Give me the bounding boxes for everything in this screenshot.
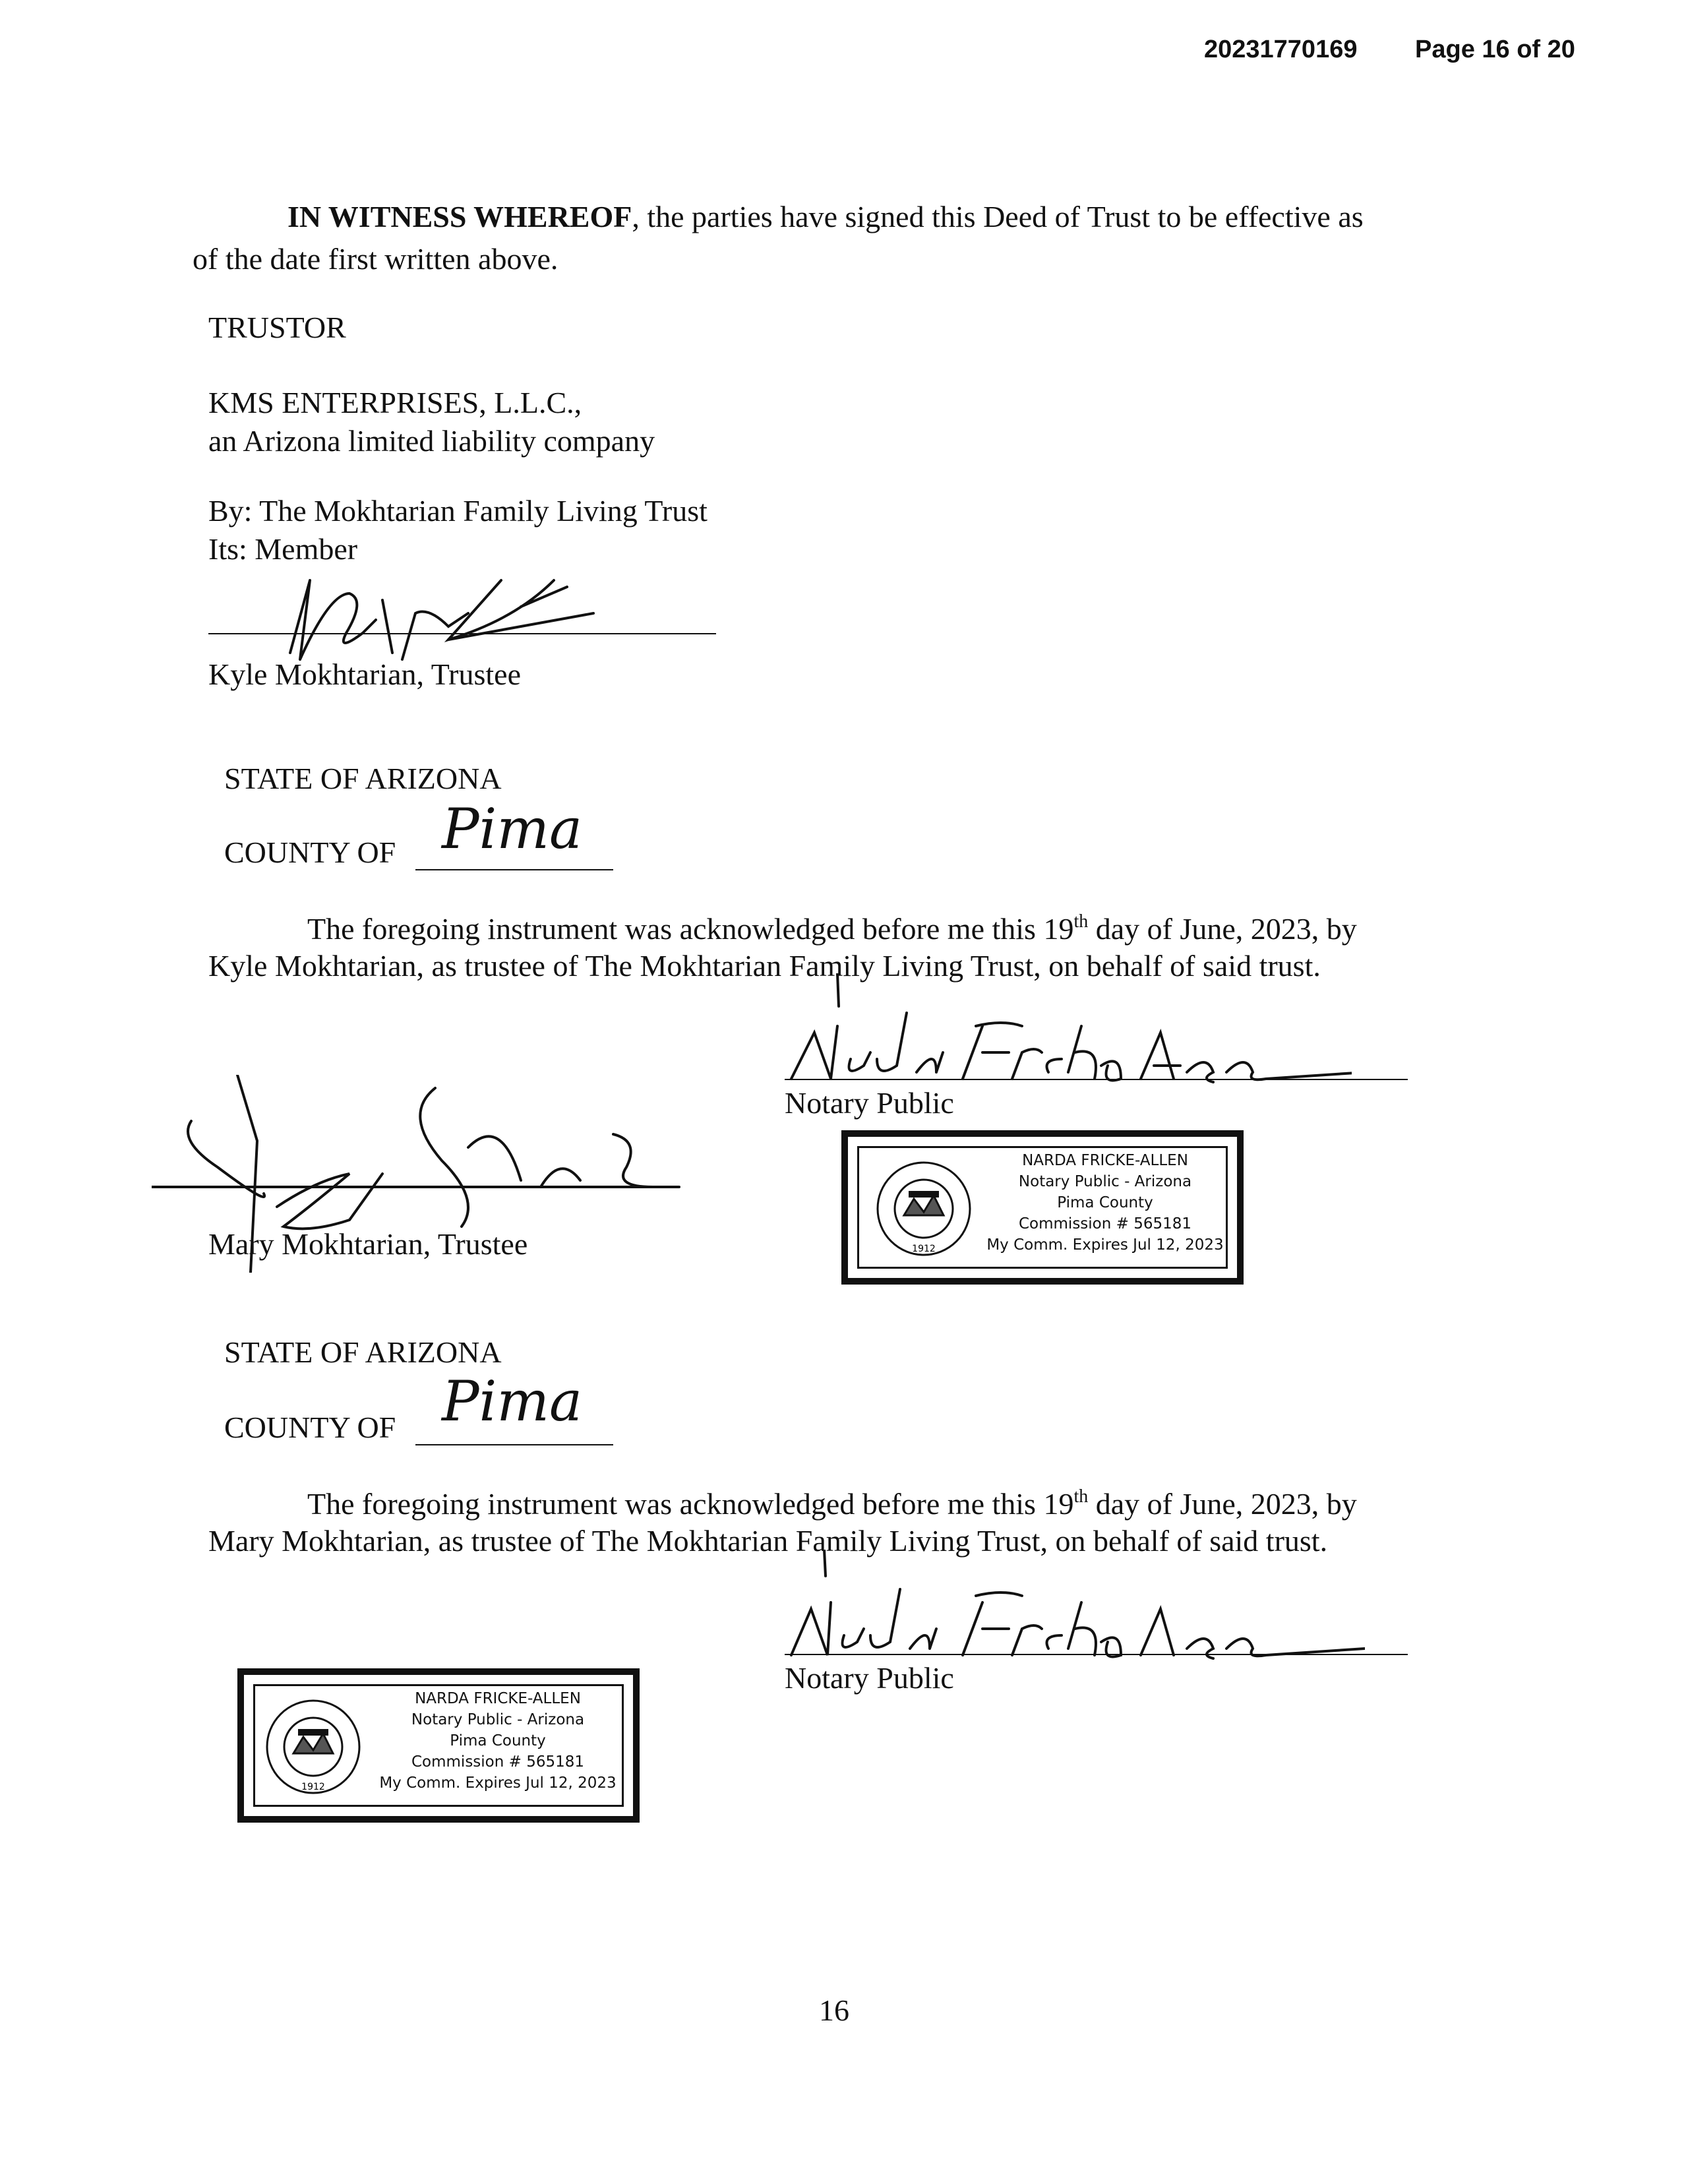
- witness-line1-rest: , the parties have signed this Deed of Trust to be effective as: [632, 200, 1364, 233]
- seal-year-2: 1912: [301, 1782, 325, 1792]
- company-description: an Arizona limited liability company: [208, 424, 655, 458]
- stamp-2-text: [369, 1688, 626, 1794]
- witness-lead: IN WITNESS WHEREOF: [287, 200, 632, 233]
- document-number: 20231770169: [1204, 36, 1358, 63]
- ack2-line1-b: day of June, 2023, by: [1088, 1487, 1357, 1521]
- ack1-line-1: [307, 911, 1357, 946]
- ack1-county-label: COUNTY OF: [224, 835, 396, 869]
- stamp-2-title: Notary Public - Arizona: [411, 1711, 585, 1728]
- ack1-county-value: Pima: [442, 797, 583, 861]
- ack2-line-2: Mary Mokhtarian, as trustee of The Mokhtarian Family Living Trust, on behalf of said trust.: [208, 1524, 1328, 1558]
- trustor-label: TRUSTOR: [208, 311, 346, 344]
- witness-line-2: of the date first written above.: [193, 242, 558, 276]
- ack1-line-2: Kyle Mokhtarian, as trustee of The Mokhtarian Family Living Trust, on behalf of said trust.: [208, 949, 1321, 983]
- company-name: KMS ENTERPRISES, L.L.C.,: [208, 386, 582, 419]
- kyle-signature-line: [208, 633, 716, 634]
- notary-stamp-1: [841, 1130, 1244, 1285]
- ack2-ordinal: th: [1073, 1486, 1089, 1507]
- stamp-1-name: NARDA FRICKE-ALLEN: [1022, 1152, 1188, 1169]
- notary-line-2: [785, 1654, 1408, 1655]
- stamp-1-commission: Commission # 565181: [1018, 1215, 1192, 1232]
- stamp-2-name: NARDA FRICKE-ALLEN: [415, 1690, 581, 1707]
- ack2-state: STATE OF ARIZONA: [224, 1335, 502, 1369]
- stamp-2-commission: Commission # 565181: [411, 1753, 585, 1771]
- ack2-county-line: [415, 1444, 613, 1445]
- page-indicator: Page 16 of 20: [1415, 36, 1575, 63]
- notary-line-1: [785, 1079, 1408, 1080]
- ack2-county-label: COUNTY OF: [224, 1410, 396, 1444]
- ack2-line-1: [307, 1486, 1357, 1521]
- stamp-1-county: Pima County: [1057, 1194, 1153, 1211]
- notary-label-1: Notary Public: [785, 1086, 954, 1120]
- mary-signer-name: Mary Mokhtarian, Trustee: [208, 1227, 528, 1261]
- page-number: 16: [819, 1993, 849, 2027]
- ack1-state: STATE OF ARIZONA: [224, 762, 502, 795]
- ack1-line1-b: day of June, 2023, by: [1088, 912, 1357, 946]
- notary-label-2: Notary Public: [785, 1661, 954, 1695]
- stamp-2-expires: My Comm. Expires Jul 12, 2023: [379, 1774, 617, 1792]
- seal-year-1: 1912: [912, 1244, 936, 1254]
- witness-line-1: [287, 202, 1364, 232]
- notary-signature-2: [785, 1550, 1365, 1662]
- stamp-1-text: [980, 1150, 1230, 1256]
- stamp-2-county: Pima County: [450, 1732, 546, 1749]
- ack1-line1-a: The foregoing instrument was acknowledged before me this 19: [307, 912, 1074, 946]
- stamp-1-expires: My Comm. Expires Jul 12, 2023: [986, 1236, 1224, 1254]
- ack2-line1-a: The foregoing instrument was acknowledged before me this 19: [307, 1487, 1074, 1521]
- stamp-1-title: Notary Public - Arizona: [1018, 1173, 1192, 1190]
- state-seal-icon: [264, 1697, 363, 1796]
- notary-signature-1: [785, 973, 1352, 1085]
- by-line: By: The Mokhtarian Family Living Trust: [208, 494, 708, 528]
- its-line: Its: Member: [208, 532, 358, 566]
- kyle-signer-name: Kyle Mokhtarian, Trustee: [208, 657, 522, 691]
- notary-stamp-2: [237, 1668, 640, 1823]
- ack2-county-value: Pima: [442, 1369, 583, 1434]
- ack1-county-line: [415, 869, 613, 870]
- ack1-ordinal: th: [1073, 911, 1089, 932]
- state-seal-icon: [874, 1159, 973, 1258]
